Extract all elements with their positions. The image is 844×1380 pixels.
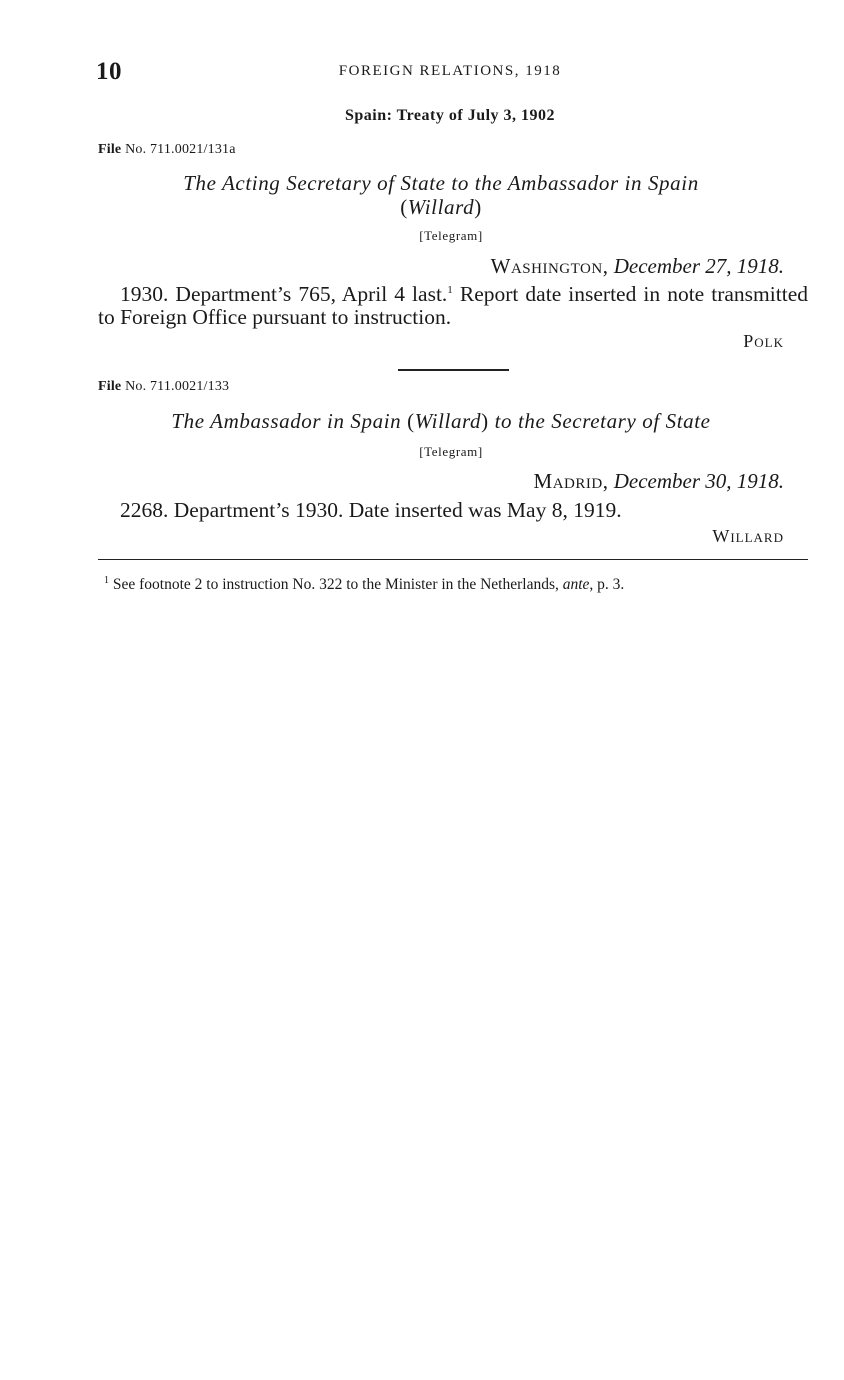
file-word: File xyxy=(98,142,122,157)
dateline-2 xyxy=(534,469,784,494)
file-number-value: No. 711.0021/131a xyxy=(125,142,236,157)
dateline-date: December 30, 1918. xyxy=(613,469,784,493)
footnote-rule xyxy=(98,559,808,560)
dateline-place: Madrid, xyxy=(533,469,609,493)
signature-2: Willard xyxy=(712,526,784,546)
file-number-value: No. 711.0021/133 xyxy=(125,379,230,394)
telegram-body-2: 2268. Department’s 1930. Date inserted was May 8, 1919. xyxy=(120,498,622,522)
document-title-2: The Ambassador in Spain (Willard) to the Secretary of State xyxy=(171,409,711,433)
running-head: FOREIGN RELATIONS, 1918 xyxy=(338,63,562,79)
telegram-label-1: [Telegram] xyxy=(419,228,483,243)
document-title-line-1: The Acting Secretary of State to the Ambassador in Spain xyxy=(183,171,699,195)
footnote-mark: 1 xyxy=(104,574,109,586)
telegram-body-1: 1930. Department’s 765, April 4 last.$^1$ Report date inserted in note transmitted to Foreign Office pursuant to instruction. xyxy=(98,282,808,329)
footnote-reference[interactable]: 1 xyxy=(447,283,453,296)
telegram-label-2: [Telegram] xyxy=(419,444,483,459)
dateline-date: December 27, 1918. xyxy=(613,254,784,278)
document-title-line-2: (Willard) xyxy=(400,195,482,219)
section-heading: Spain: Treaty of July 3, 1902 xyxy=(344,107,556,124)
file-word: File xyxy=(98,379,122,394)
dateline-1 xyxy=(491,254,784,279)
file-number-2 xyxy=(98,379,229,395)
dateline-place: Washington, xyxy=(490,254,609,278)
signature-1: Polk xyxy=(743,331,784,351)
document-title-1 xyxy=(96,171,786,219)
footnote: $^1$ See footnote 2 to instruction No. 322 to the Minister in the Netherlands, ante, p. 3. xyxy=(104,574,625,593)
footnote-ante: ante xyxy=(562,576,590,593)
page-number: 10 xyxy=(96,58,122,85)
file-number-1 xyxy=(98,142,236,158)
section-divider xyxy=(398,369,509,371)
